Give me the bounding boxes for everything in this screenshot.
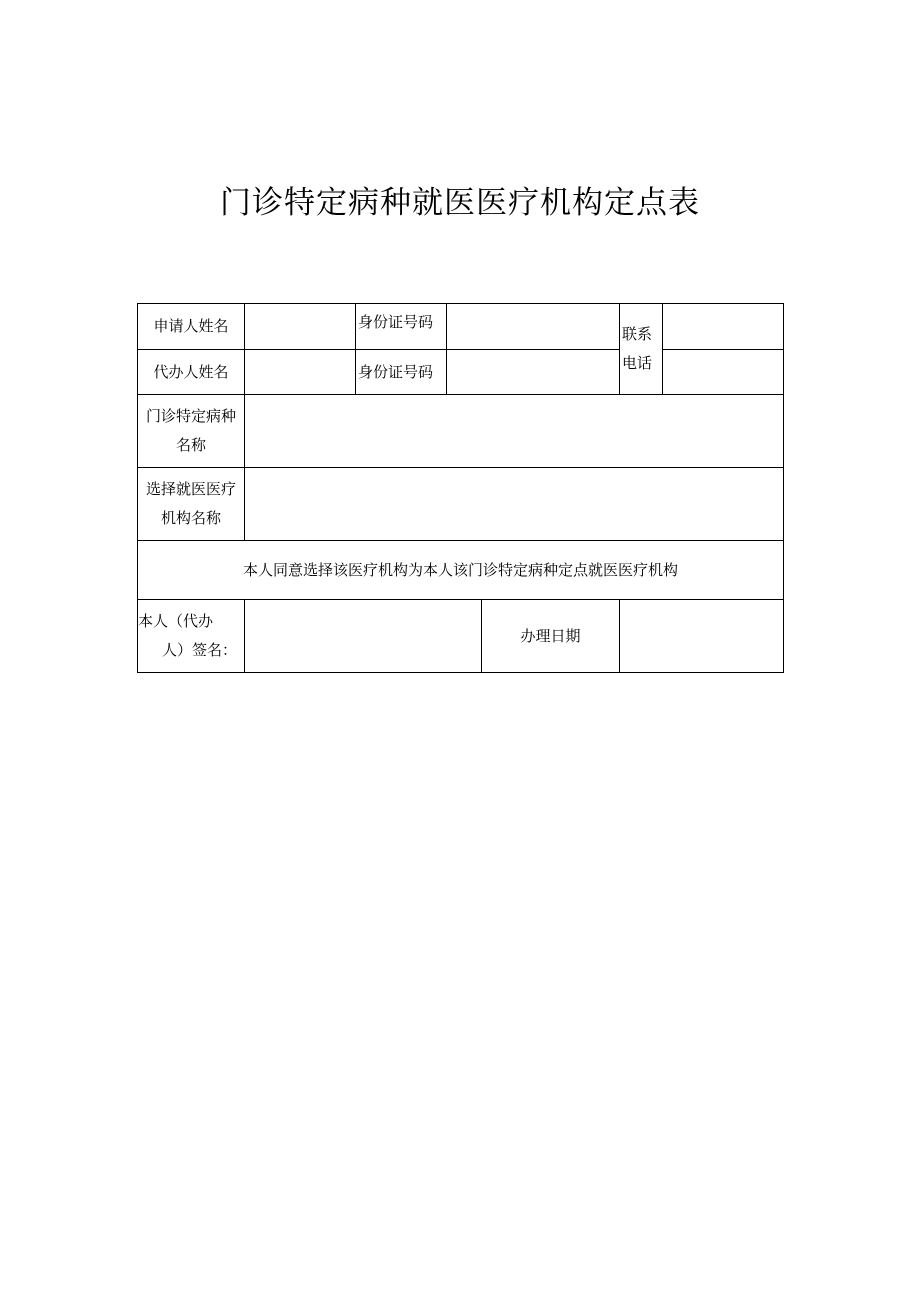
disease-label-line1: 门诊特定病种: [145, 407, 236, 425]
phone-label: [620, 304, 663, 395]
applicant-row: [138, 304, 784, 350]
disease-label-line2: 名称: [175, 436, 206, 454]
signature-label: [138, 600, 245, 673]
agent-phone-field[interactable]: [663, 350, 784, 395]
institution-field[interactable]: [245, 468, 784, 541]
applicant-phone-field[interactable]: [663, 304, 784, 350]
signature-field[interactable]: [245, 600, 482, 673]
designation-form-table: [137, 303, 784, 673]
phone-label-line1: 联系: [622, 325, 653, 343]
agent-name-field[interactable]: [245, 350, 356, 395]
applicant-name-field[interactable]: [245, 304, 356, 350]
form-title: 门诊特定病种就医医疗机构定点表: [220, 185, 700, 221]
agent-row: [138, 350, 784, 395]
applicant-id-label: 身份证号码: [356, 304, 447, 350]
institution-label-line1: 选择就医医疗: [145, 480, 236, 498]
institution-row: [138, 468, 784, 541]
consent-row: [138, 541, 784, 600]
applicant-id-field[interactable]: [447, 304, 620, 350]
signature-label-line2: 人）签名：: [162, 641, 238, 659]
disease-field[interactable]: [245, 395, 784, 468]
applicant-name-label: 申请人姓名: [138, 304, 245, 350]
disease-row: [138, 395, 784, 468]
consent-statement: 本人同意选择该医疗机构为本人该门诊特定病种定点就医医疗机构: [138, 541, 784, 600]
signature-row: [138, 600, 784, 673]
signature-label-line1: 本人（代办: [138, 612, 214, 630]
date-field[interactable]: [620, 600, 784, 673]
agent-id-field[interactable]: [447, 350, 620, 395]
agent-name-label: 代办人姓名: [138, 350, 245, 395]
phone-label-line2: 电话: [622, 354, 653, 372]
institution-label: [138, 468, 245, 541]
date-label: 办理日期: [482, 600, 620, 673]
disease-label: [138, 395, 245, 468]
agent-id-label: 身份证号码: [356, 350, 447, 395]
institution-label-line2: 机构名称: [160, 509, 221, 527]
